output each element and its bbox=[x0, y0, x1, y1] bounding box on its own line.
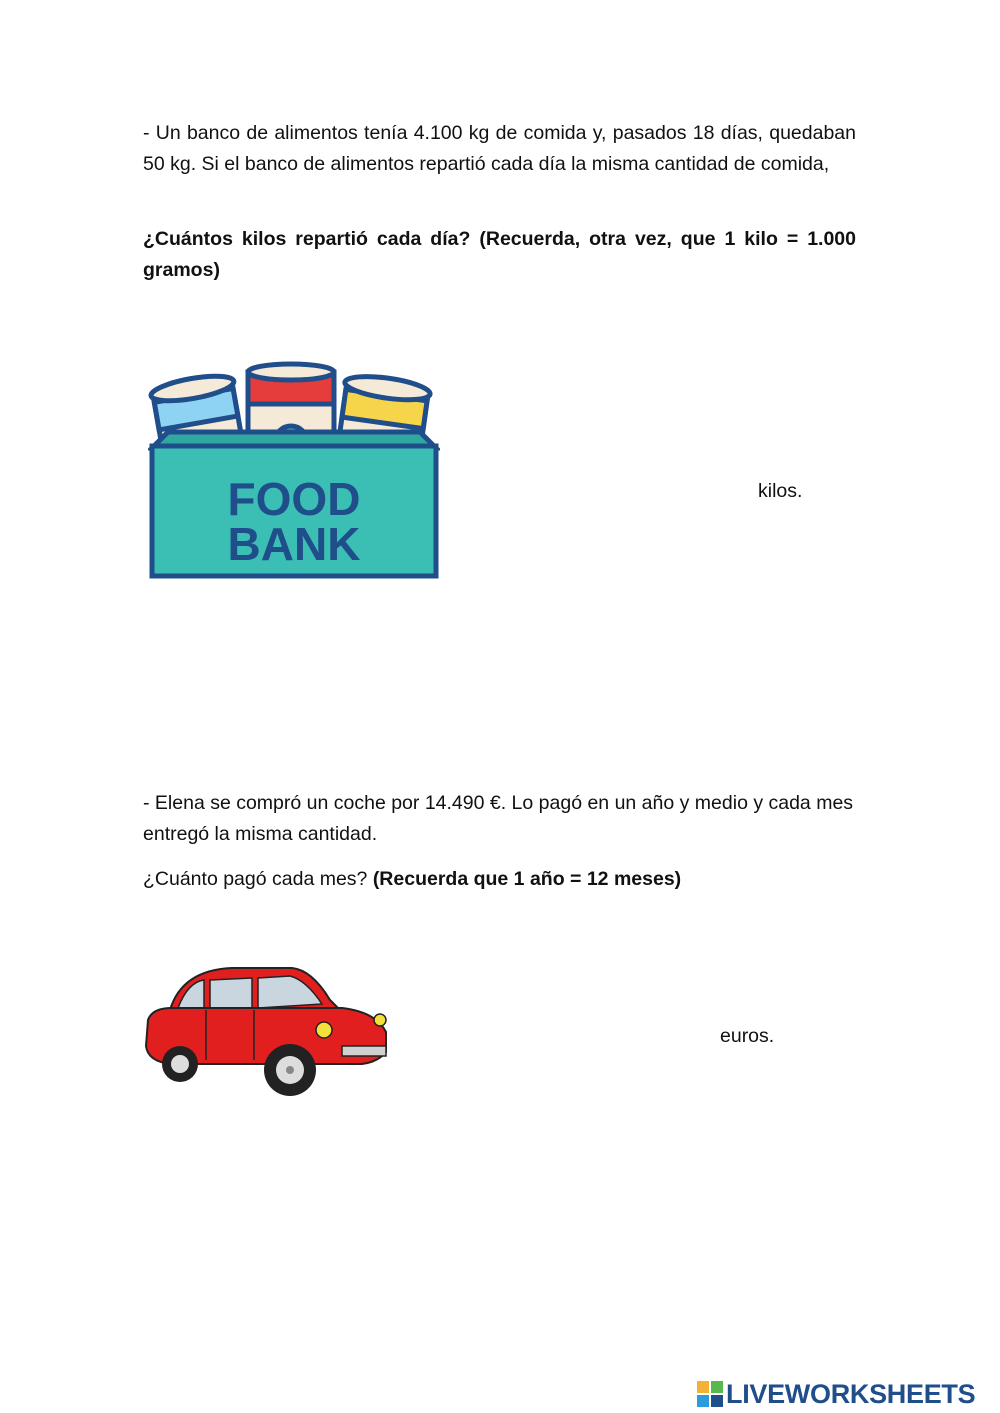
answer1-unit: kilos. bbox=[758, 480, 803, 502]
problem2-question-text: ¿Cuánto pagó cada mes? bbox=[143, 868, 373, 890]
liveworksheets-brand: LIVEWORKSHEETS bbox=[726, 1379, 976, 1409]
food-label: FOOD bbox=[227, 473, 361, 525]
bank-label: BANK bbox=[227, 518, 361, 570]
problem2-question-hint: (Recuerda que 1 año = 12 meses) bbox=[372, 868, 682, 890]
answer2-input[interactable] bbox=[520, 1024, 714, 1056]
liveworksheets-logo bbox=[697, 1378, 975, 1410]
car-image bbox=[142, 960, 390, 1098]
problem1-statement: - Un banco de alimentos tenía 4.100 kg de comida y, pasados 18 días, quedaban 50 kg. Si el banco de alimentos repartió cada día la misma cantidad de comida, bbox=[143, 122, 856, 175]
liveworksheets-grid-icon bbox=[697, 1381, 723, 1407]
food-bank-image bbox=[148, 360, 440, 582]
problem1-question: ¿Cuántos kilos repartió cada día? (Recuerda, otra vez, que 1 kilo = 1.000 gramos) bbox=[143, 228, 856, 281]
problem2-question bbox=[143, 864, 856, 895]
problem2-statement: - Elena se compró un coche por 14.490 €. Lo pagó en un año y medio y cada mes entregó la misma cantidad. bbox=[143, 792, 854, 845]
food-bank-box-icon bbox=[148, 360, 440, 582]
answer1-input[interactable] bbox=[560, 478, 754, 510]
red-car-icon bbox=[142, 960, 390, 1098]
answer2-unit: euros. bbox=[720, 1025, 775, 1047]
